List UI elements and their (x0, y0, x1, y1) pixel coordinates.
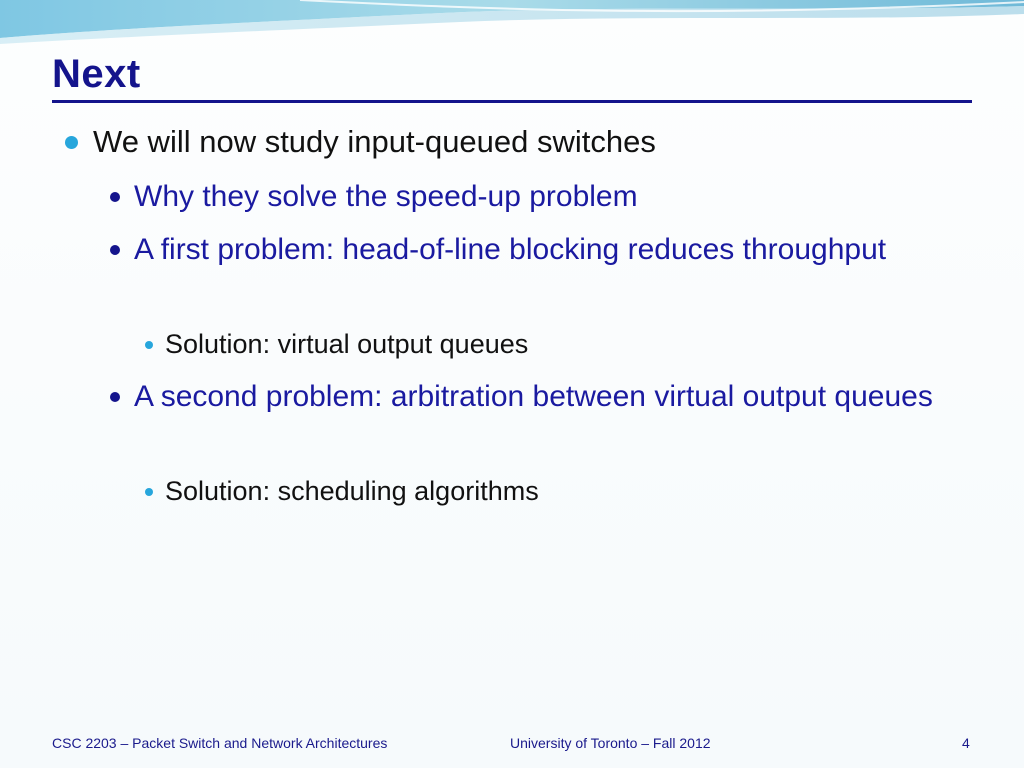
header-wave-decoration (0, 0, 1024, 50)
bullet-dot-icon (145, 488, 153, 496)
bullet-item-level2 (134, 174, 954, 219)
bullet-text: We will now study input-queued switches (93, 124, 656, 159)
bullet-text: Why they solve the speed-up problem (134, 180, 638, 213)
bullet-dot-icon (65, 136, 78, 149)
bullet-dot-icon (145, 341, 153, 349)
footer-institution: University of Toronto – Fall 2012 (510, 735, 711, 751)
bullet-item-level2 (134, 227, 954, 272)
footer-course: CSC 2203 – Packet Switch and Network Architectures (52, 735, 388, 751)
slide-title: Next (52, 52, 141, 96)
bullet-item-level2 (134, 374, 964, 419)
bullet-text: Solution: scheduling algorithms (165, 476, 539, 506)
bullet-item-level3 (165, 471, 945, 511)
bullet-text: A second problem: arbitration between virtual output queues (134, 380, 933, 413)
bullet-dot-icon (110, 192, 120, 202)
bullet-dot-icon (110, 392, 120, 402)
bullet-item-level3 (165, 324, 945, 364)
bullet-dot-icon (110, 245, 120, 255)
title-underline (52, 100, 972, 103)
bullet-text: Solution: virtual output queues (165, 329, 529, 359)
bullet-item-level1 (93, 120, 973, 164)
bullet-text: A first problem: head-of-line blocking reduces throughput (134, 233, 887, 266)
footer-page-number: 4 (962, 735, 970, 751)
